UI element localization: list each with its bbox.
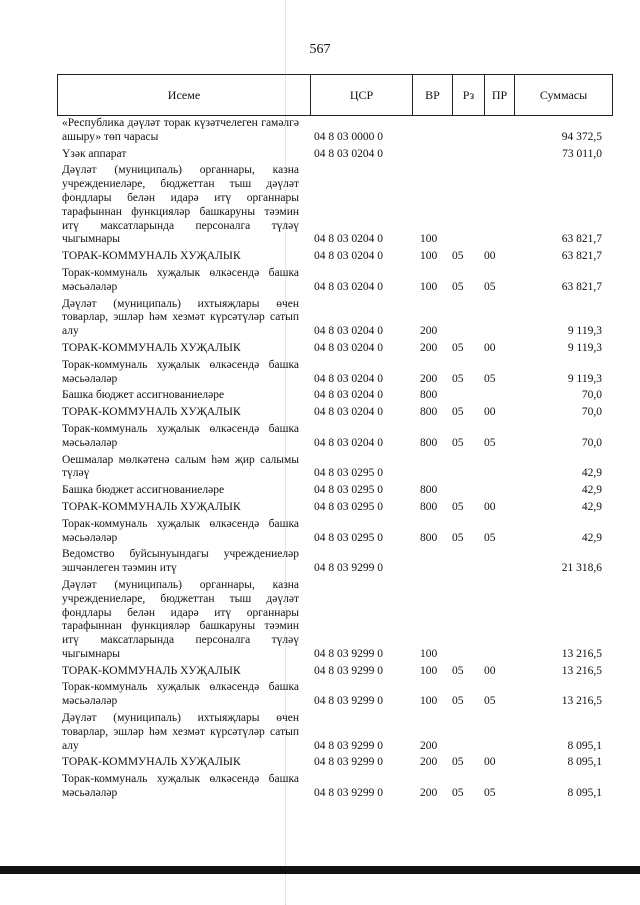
- row-pr: 05: [484, 695, 496, 708]
- row-name: Торак-коммуналь хуҗалык өлкәсендә башка мәсьәләләр: [62, 681, 299, 708]
- row-sum: 42,9: [581, 500, 602, 513]
- row-name: Дәүләт (муниципаль) органнары, казна учреждениеләре, бюджеттан тыш дәүләт фондлары белән идарә итү органнары тарафыннан функцияләр башкаруны тәэмин итү максатларында персоналга түләү чыгымнары: [62, 578, 299, 660]
- row-pr: 00: [484, 500, 496, 513]
- row-vr: 200: [420, 787, 438, 800]
- table-row: [62, 389, 602, 403]
- row-vr: 200: [420, 325, 438, 338]
- row-vr: 200: [420, 739, 438, 752]
- row-csr: 04 8 03 9299 0: [314, 756, 383, 769]
- row-sum: 9 119,3: [567, 325, 602, 338]
- row-pr: 05: [484, 372, 496, 385]
- table-header: [57, 74, 613, 116]
- row-rz: 05: [452, 531, 464, 544]
- row-name: Торак-коммуналь хуҗалык өлкәсендә башка мәсьәләләр: [62, 517, 299, 544]
- table-row: [62, 484, 602, 498]
- row-vr: 800: [420, 531, 438, 544]
- row-sum: 9 119,3: [567, 341, 602, 354]
- row-sum: 9 119,3: [567, 372, 602, 385]
- header-pr: ПР: [484, 75, 514, 115]
- row-sum: 42,9: [581, 484, 602, 497]
- row-rz: 05: [452, 250, 464, 263]
- row-name: ТОРАК-КОММУНАЛЬ ХУҖАЛЫК: [62, 500, 241, 513]
- row-vr: 200: [420, 341, 438, 354]
- table-body: [62, 117, 602, 804]
- row-sum: 70,0: [581, 406, 602, 419]
- table-row: [62, 298, 602, 339]
- table-row: [62, 548, 602, 576]
- row-vr: 800: [420, 389, 438, 402]
- row-vr: 100: [420, 664, 438, 677]
- row-csr: 04 8 03 0204 0: [314, 233, 383, 246]
- table-row: [62, 250, 602, 264]
- row-sum: 13 216,5: [561, 664, 602, 677]
- row-rz: 05: [452, 695, 464, 708]
- row-vr: 100: [420, 280, 438, 293]
- row-sum: 8 095,1: [567, 756, 602, 769]
- row-csr: 04 8 03 0000 0: [314, 130, 383, 143]
- row-csr: 04 8 03 9299 0: [314, 562, 383, 575]
- row-csr: 04 8 03 0204 0: [314, 406, 383, 419]
- row-csr: 04 8 03 0204 0: [314, 250, 383, 263]
- row-csr: 04 8 03 0295 0: [314, 500, 383, 513]
- row-vr: 100: [420, 233, 438, 246]
- row-csr: 04 8 03 9299 0: [314, 739, 383, 752]
- row-name: Торак-коммуналь хуҗалык өлкәсендә башка мәсьәләләр: [62, 358, 299, 385]
- table-row: [62, 579, 602, 662]
- row-name: ТОРАК-КОММУНАЛЬ ХУҖАЛЫК: [62, 250, 241, 263]
- row-sum: 13 216,5: [561, 647, 602, 660]
- table-row: [62, 359, 602, 387]
- row-rz: 05: [452, 664, 464, 677]
- row-sum: 8 095,1: [567, 739, 602, 752]
- row-sum: 63 821,7: [561, 250, 602, 263]
- row-sum: 42,9: [581, 531, 602, 544]
- row-gap: [62, 801, 602, 804]
- row-csr: 04 8 03 9299 0: [314, 647, 383, 660]
- row-vr: 100: [420, 647, 438, 660]
- row-name: ТОРАК-КОММУНАЛЬ ХУҖАЛЫК: [62, 406, 241, 419]
- row-csr: 04 8 03 9299 0: [314, 787, 383, 800]
- row-csr: 04 8 03 0295 0: [314, 467, 383, 480]
- row-name: Башка бюджет ассигнованиеләре: [62, 484, 225, 497]
- row-rz: 05: [452, 756, 464, 769]
- table-row: [62, 454, 602, 482]
- row-sum: 63 821,7: [561, 233, 602, 246]
- row-name: Ведомство буйсынуындагы учреждениеләр эшчәнлеген тәэмин итү: [62, 548, 299, 575]
- row-name: Торак-коммуналь хуҗалык өлкәсендә башка мәсьәләләр: [62, 773, 299, 800]
- row-name: ТОРАК-КОММУНАЛЬ ХУҖАЛЫК: [62, 664, 241, 677]
- row-name: Торак-коммуналь хуҗалык өлкәсендә башка мәсьәләләр: [62, 422, 299, 449]
- table-row: [62, 501, 602, 515]
- row-name: Оешмалар мөлкәтенә салым һәм җир салымы түләү: [62, 453, 299, 480]
- row-name: Дәүләт (муниципаль) ихтыяҗлары өчен товарлар, эшләр һәм хезмәт күрсәтүләр сатып алу: [62, 297, 299, 338]
- row-rz: 05: [452, 280, 464, 293]
- table-row: [62, 342, 602, 356]
- header-name: Исеме: [167, 87, 201, 102]
- page-bottom-border: [0, 866, 640, 874]
- row-vr: 800: [420, 436, 438, 449]
- row-vr: 200: [420, 372, 438, 385]
- page-number: 567: [309, 42, 331, 57]
- row-sum: 13 216,5: [561, 695, 602, 708]
- row-vr: 100: [420, 250, 438, 263]
- row-sum: 94 372,5: [561, 130, 602, 143]
- row-rz: 05: [452, 436, 464, 449]
- row-pr: 05: [484, 436, 496, 449]
- header-vr: ВР: [412, 75, 452, 115]
- row-csr: 04 8 03 0295 0: [314, 484, 383, 497]
- table-row: [62, 756, 602, 770]
- table-row: [62, 773, 602, 801]
- row-rz: 05: [452, 406, 464, 419]
- row-vr: 200: [420, 756, 438, 769]
- row-csr: 04 8 03 0204 0: [314, 389, 383, 402]
- table-row: [62, 267, 602, 295]
- table-row: [62, 423, 602, 451]
- row-vr: 800: [420, 484, 438, 497]
- row-vr: 800: [420, 500, 438, 513]
- row-pr: 00: [484, 250, 496, 263]
- table-row: [62, 148, 602, 162]
- table-row: [62, 406, 602, 420]
- header-rz: Рз: [452, 75, 484, 115]
- row-vr: 800: [420, 406, 438, 419]
- row-sum: 73 011,0: [562, 147, 602, 160]
- row-name: Үзәк аппарат: [62, 147, 127, 160]
- row-pr: 05: [484, 787, 496, 800]
- row-name: Дәүләт (муниципаль) органнары, казна учреждениеләре, бюджеттан тыш дәүләт фондлары белән идарә итү органнары тарафыннан функцияләр башкаруны тәэмин итү максатларында персоналга түләү чыгымнары: [62, 164, 299, 246]
- row-name: ТОРАК-КОММУНАЛЬ ХУҖАЛЫК: [62, 341, 241, 354]
- row-csr: 04 8 03 0204 0: [314, 325, 383, 338]
- row-rz: 05: [452, 500, 464, 513]
- row-sum: 63 821,7: [561, 280, 602, 293]
- row-rz: 05: [452, 787, 464, 800]
- row-rz: 05: [452, 372, 464, 385]
- row-csr: 04 8 03 0204 0: [314, 280, 383, 293]
- header-sum: Суммасы: [514, 75, 612, 115]
- row-csr: 04 8 03 0204 0: [314, 372, 383, 385]
- table-row: [62, 164, 602, 247]
- table-row: [62, 681, 602, 709]
- table-row: [62, 117, 602, 145]
- row-sum: 21 318,6: [561, 562, 602, 575]
- row-sum: 42,9: [581, 467, 602, 480]
- row-name: «Республика дәүләт торак күзәтчелеген гамәлгә ашыру» төп чарасы: [62, 117, 299, 143]
- header-csr: ЦСР: [310, 75, 412, 115]
- row-pr: 05: [484, 531, 496, 544]
- row-name: ТОРАК-КОММУНАЛЬ ХУҖАЛЫК: [62, 756, 241, 769]
- row-vr: 100: [420, 695, 438, 708]
- row-pr: 00: [484, 406, 496, 419]
- row-csr: 04 8 03 0204 0: [314, 436, 383, 449]
- row-pr: 00: [484, 341, 496, 354]
- row-sum: 8 095,1: [567, 787, 602, 800]
- row-csr: 04 8 03 0295 0: [314, 531, 383, 544]
- row-name: Дәүләт (муниципаль) ихтыяҗлары өчен товарлар, эшләр һәм хезмәт күрсәтүләр сатып алу: [62, 712, 299, 752]
- row-pr: 05: [484, 280, 496, 293]
- row-name: Торак-коммуналь хуҗалык өлкәсендә башка мәсьәләләр: [62, 266, 299, 293]
- row-pr: 00: [484, 664, 496, 677]
- table-row: [62, 518, 602, 546]
- row-rz: 05: [452, 341, 464, 354]
- table-row: [62, 712, 602, 753]
- row-csr: 04 8 03 9299 0: [314, 695, 383, 708]
- row-csr: 04 8 03 0204 0: [314, 147, 383, 160]
- row-sum: 70,0: [581, 436, 602, 449]
- table-row: [62, 665, 602, 679]
- row-csr: 04 8 03 0204 0: [314, 341, 383, 354]
- row-pr: 00: [484, 756, 496, 769]
- row-name: Башка бюджет ассигнованиеләре: [62, 389, 225, 402]
- row-csr: 04 8 03 9299 0: [314, 664, 383, 677]
- row-sum: 70,0: [581, 389, 602, 402]
